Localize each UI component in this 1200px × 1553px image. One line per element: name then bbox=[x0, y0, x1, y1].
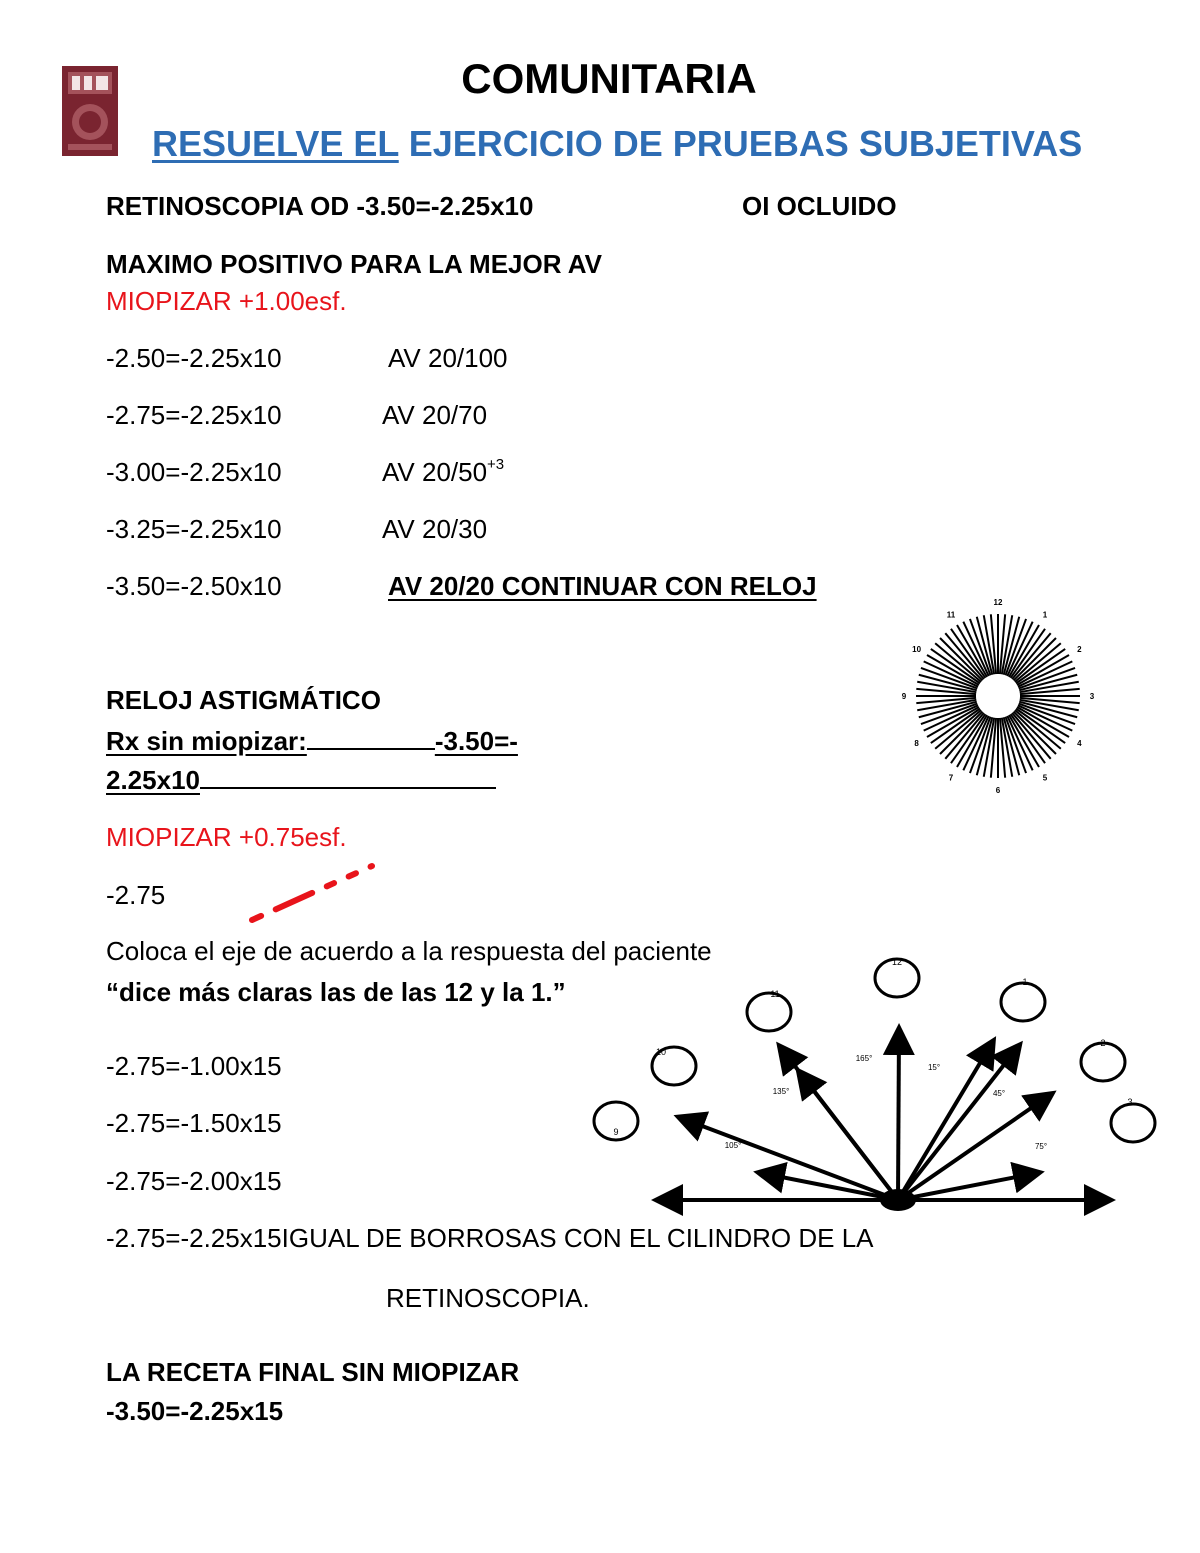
axis-center bbox=[880, 1189, 916, 1211]
cyl-rx-1: -2.75=-1.00x15 bbox=[106, 1051, 282, 1081]
axis-hour-label: 1 bbox=[1022, 977, 1028, 987]
final-rx: -3.50=-2.25x15 bbox=[106, 1396, 284, 1426]
cyl-rx-2: -2.75=-1.50x15 bbox=[106, 1108, 282, 1138]
clock-hour-label: 3 bbox=[1089, 692, 1095, 701]
axis-hour-label: 11 bbox=[770, 989, 780, 999]
page-subtitle bbox=[152, 122, 1082, 166]
final-label: LA RECETA FINAL SIN MIOPIZAR bbox=[106, 1357, 520, 1387]
axis-angle-label: 105° bbox=[724, 1141, 742, 1150]
axis-arrow-chart bbox=[585, 945, 1185, 1225]
rx-sin-miopizar-value-b: 2.25x10 bbox=[106, 765, 200, 795]
cyl-rx-4 bbox=[106, 1222, 874, 1254]
axis-circle bbox=[1111, 1104, 1155, 1142]
rx-sin-miopizar-line1 bbox=[106, 725, 518, 757]
rx-sin-miopizar-label: Rx sin miopizar: bbox=[106, 726, 307, 756]
cyl-rx-3: -2.75=-2.00x15 bbox=[106, 1166, 282, 1196]
page-title: COMUNITARIA bbox=[461, 55, 757, 102]
clock-hour-label: 8 bbox=[914, 739, 919, 748]
clock-hour-label: 5 bbox=[1042, 773, 1048, 783]
axis-angle-label: 45° bbox=[992, 1089, 1006, 1098]
clock-hour-label: 1 bbox=[1042, 610, 1048, 620]
clock-hour-label: 10 bbox=[912, 645, 922, 654]
step-av-4: AV 20/30 bbox=[382, 514, 488, 544]
clock-hour-label: 6 bbox=[995, 786, 1001, 795]
step-rx-3: -3.00=-2.25x10 bbox=[106, 457, 282, 487]
axis-circle bbox=[747, 993, 791, 1031]
step-rx-4: -3.25=-2.25x10 bbox=[106, 514, 282, 544]
clock-hour-label: 2 bbox=[1077, 645, 1082, 654]
reloj-value: -2.75 bbox=[106, 880, 166, 910]
patient-quote: “dice más claras las de las 12 y la 1.” bbox=[106, 977, 566, 1007]
step-av-2: AV 20/70 bbox=[382, 400, 488, 430]
rx-sin-miopizar-line2 bbox=[106, 764, 496, 796]
axis-hour-label: 9 bbox=[613, 1127, 619, 1137]
miopizar-1: MIOPIZAR +1.00esf. bbox=[106, 286, 347, 316]
step-av-3-sup: +3 bbox=[487, 456, 505, 474]
cyl-rx-4-value: -2.75=-2.25x15 bbox=[106, 1223, 282, 1253]
clock-hour-label: 12 bbox=[993, 598, 1003, 607]
axis-arrow bbox=[898, 1047, 1018, 1200]
step-rx-1: -2.50=-2.25x10 bbox=[106, 343, 282, 373]
astigmatic-clock-dial bbox=[898, 596, 1098, 796]
axis-arrow bbox=[761, 1173, 898, 1200]
axis-angle-label: 165° bbox=[855, 1054, 873, 1063]
reloj-heading: RELOJ ASTIGMÁTICO bbox=[106, 685, 381, 715]
step-rx-2: -2.75=-2.25x10 bbox=[106, 400, 282, 430]
blank-line bbox=[307, 747, 435, 750]
clock-hour-label: 9 bbox=[901, 692, 907, 701]
axis-hour-label: 10 bbox=[655, 1047, 667, 1057]
retinoscopia-od: RETINOSCOPIA OD -3.50=-2.25x10 bbox=[106, 191, 534, 221]
axis-arrow bbox=[898, 1031, 899, 1200]
step-av-3-text: AV 20/50 bbox=[382, 457, 488, 487]
rx-sin-miopizar-value-a: -3.50=- bbox=[434, 726, 518, 756]
axis-circle bbox=[1081, 1043, 1125, 1081]
step-av-1: AV 20/100 bbox=[388, 343, 508, 373]
axis-arrow bbox=[898, 1043, 992, 1200]
step-rx-5: -3.50=-2.50x10 bbox=[106, 571, 282, 601]
axis-hour-label: 12 bbox=[891, 957, 903, 967]
cyl-rx-4-note: IGUAL DE BORROSAS CON EL CILINDRO DE LA bbox=[281, 1223, 874, 1253]
maximo-label: MAXIMO POSITIVO PARA LA MEJOR AV bbox=[106, 249, 602, 279]
subtitle-underlined: RESUELVE EL bbox=[152, 123, 399, 164]
axis-angle-label: 135° bbox=[772, 1087, 790, 1096]
instruction-text: Coloca el eje de acuerdo a la respuesta del paciente bbox=[106, 936, 712, 966]
axis-angle-label: 75° bbox=[1034, 1142, 1048, 1151]
note-continuation: RETINOSCOPIA. bbox=[386, 1283, 590, 1313]
axis-angle-label: 15° bbox=[927, 1063, 941, 1072]
miopizar-2: MIOPIZAR +0.75esf. bbox=[106, 822, 347, 852]
axis-circle bbox=[1001, 983, 1045, 1021]
step-av-3 bbox=[382, 456, 504, 488]
clock-hour-label: 7 bbox=[948, 773, 954, 783]
red-dashed-axis-mark bbox=[244, 858, 384, 928]
step-av-5: AV 20/20 CONTINUAR CON RELOJ bbox=[388, 571, 817, 601]
axis-hour-label: 3 bbox=[1127, 1097, 1133, 1107]
retinoscopia-oi: OI OCLUIDO bbox=[742, 191, 897, 221]
axis-hour-label: 2 bbox=[1100, 1038, 1106, 1048]
clock-hour-label: 11 bbox=[946, 610, 956, 620]
blank-line bbox=[200, 786, 496, 789]
clock-hour-label: 4 bbox=[1077, 739, 1082, 748]
subtitle-rest: EJERCICIO DE PRUEBAS SUBJETIVAS bbox=[398, 123, 1083, 164]
